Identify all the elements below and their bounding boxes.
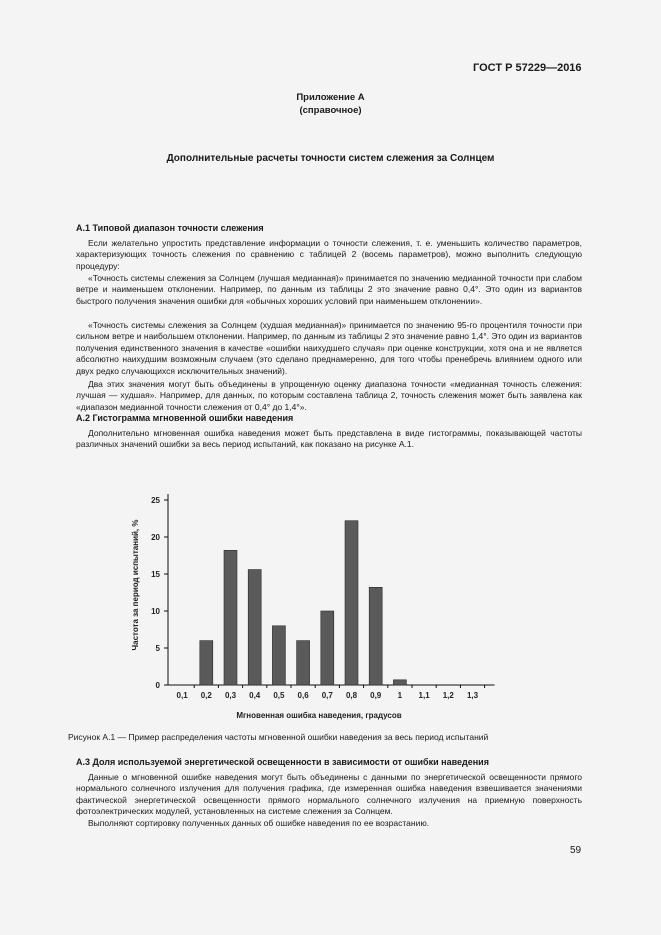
chart-x-tick-label: 0,1	[176, 691, 188, 700]
chart-bar	[345, 521, 358, 685]
figure-caption: Рисунок А.1 — Пример распределения частоты мгновенной ошибки наведения за весь период испытаний	[68, 732, 489, 742]
chart-bar	[297, 641, 310, 685]
chart-y-tick-label: 20	[151, 533, 160, 542]
chart-bar	[224, 550, 237, 685]
chart-x-tick-label: 0,9	[370, 691, 382, 700]
section-a2-heading: А.2 Гистограмма мгновенной ошибки наведения	[76, 413, 294, 423]
section-a1-paragraph-1: Если желательно упростить представление информации о точности слежения, т. е. уменьшить количество параметров, характеризующих точность слежения по сравнению с таблицей 2 (восемь параметров), можно выполнить следующую процедуру:	[76, 238, 582, 271]
chart-bar	[200, 641, 213, 685]
appendix-title: Приложение А	[296, 92, 365, 103]
section-a2-paragraph-1: Дополнительно мгновенная ошибка наведения может быть представлена в виде гистограммы, показывающей частоты различных значений ошибки за весь период испытаний, как показано на рисунке А.1.	[76, 428, 582, 450]
section-a1-paragraph-4: Два этих значения могут быть объединены в упрощенную оценку диапазона точности «медианная точность слежения: лучшая — худшая». Например, для данных, по которым составлена таблица 2, точность слежения может быть заявлена как «диапазон медианной точности слежения от 0,4° до 1,4°».	[76, 379, 582, 412]
chart-x-tick-label: 1,3	[466, 691, 479, 700]
chart-x-tick-label: 0,4	[249, 691, 261, 700]
chart-y-tick-label: 10	[151, 607, 160, 616]
chart-bar	[369, 587, 382, 685]
chart-bar	[272, 626, 285, 685]
chart-x-tick-label: 0,2	[200, 691, 212, 700]
appendix-type: (справочное)	[299, 105, 362, 116]
histogram-chart	[120, 480, 520, 725]
chart-x-tick-label: 0,7	[321, 691, 333, 700]
section-a1-heading: А.1 Типовой диапазон точности слежения	[76, 223, 264, 233]
chart-x-tick-label: 0,8	[345, 691, 358, 700]
chart-y-tick-label: 5	[155, 644, 160, 653]
chart-x-tick-label: 0,6	[297, 691, 309, 700]
chart-y-axis-label: Частота за период испытаний, %	[131, 519, 140, 651]
chart-y-tick-label: 25	[151, 496, 160, 505]
chart-x-tick-label: 0,5	[273, 691, 285, 700]
chart-x-tick-label: 1,1	[418, 691, 430, 700]
chart-x-tick-label: 1,2	[442, 691, 454, 700]
section-a1-paragraph-2: «Точность системы слежения за Солнцем (лучшая медианная)» принимается по значению медианной точности при слабом ветре и наименьшем отклонении. Например, по данным из таблицы 2 это значение равно 0,4°. Это один из вариантов быстрого получения значения ошибки для «обычных хороших условий при наименьшем отклонении».	[76, 273, 582, 306]
section-a3-paragraph-1: Данные о мгновенной ошибке наведения могут быть объединены с данными по энергетической освещенности прямого нормального солнечного излучения для получения графика, где измеренная ошибка наведения взвешивается значениями фактической энергетической освещенности прямого нормального солнечного излучения на приемную поверхность фотоэлектрических модулей, установленных на системе слежения за Солнцем.	[76, 772, 582, 817]
chart-x-tick-label: 1	[397, 691, 403, 700]
section-a1-paragraph-3: «Точность системы слежения за Солнцем (худшая медианная)» принимается по значению 95-го процентиля точности при сильном ветре и наибольшем отклонении. Например, по данным из таблицы 2 это значение равно 1,4°. Это один из вариантов получения единственного значения в качестве «ошибки наихудшего случая» при оценке конструкции, хотя она и не является абсолютно наихудшим возможным случаем (это сделано преднамеренно, для того чтобы пренебречь влиянием одного или двух редко случающихся исключительных значений).	[76, 320, 582, 376]
appendix-label	[0, 91, 661, 117]
chart-y-tick-label: 15	[151, 570, 160, 579]
chart-bar	[248, 570, 261, 685]
section-a3-heading: А.3 Доля используемой энергетической освещенности в зависимости от ошибки наведения	[76, 757, 489, 767]
section-a3-paragraph-2: Выполняют сортировку полученных данных об ошибке наведения по ее возрастанию.	[88, 818, 430, 828]
chart-x-tick-label: 0,3	[224, 691, 237, 700]
chart-x-axis-label: Мгновенная ошибка наведения, градусов	[236, 711, 402, 720]
page-title: Дополнительные расчеты точности систем слежения за Солнцем	[166, 153, 495, 164]
page-number: 59	[570, 845, 582, 856]
chart-y-tick-label: 0	[155, 681, 160, 690]
chart-bar	[393, 680, 406, 685]
chart-bar	[321, 611, 334, 685]
standard-number: ГОСТ Р 57229—2016	[473, 62, 582, 74]
